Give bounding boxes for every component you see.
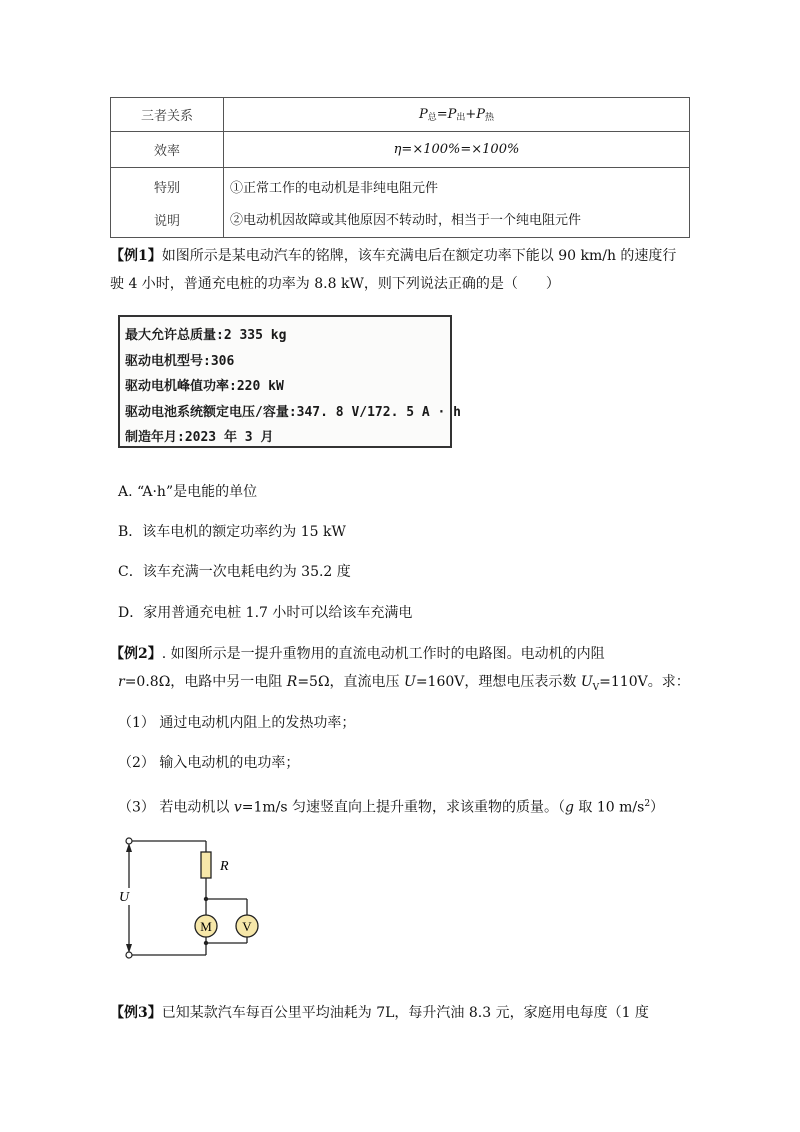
option-a: A. “A·h”是电能的单位 (118, 484, 258, 500)
row-label: 效率 (111, 132, 224, 168)
option-b: B．该车电机的额定功率约为 15 kW (118, 524, 346, 540)
example1-tag: 【例1】 (110, 248, 162, 264)
table-row (111, 98, 690, 132)
voltmeter-label: V (242, 919, 252, 934)
option-c: C．该车充满一次电耗电约为 35.2 度 (118, 564, 351, 580)
junction-dot (204, 897, 208, 901)
efficiency-formula: η=×100%=×100% (224, 132, 690, 168)
row-label: 特别 说明 (111, 168, 224, 238)
question-2: （2） 输入电动机的电功率； (118, 755, 300, 771)
resistor (201, 852, 211, 878)
power-relation-formula: $P_总=P_出+P_热$ (224, 98, 690, 132)
example2-line1: 【例2】. 如图所示是一提升重物用的直流电动机工作时的电路图。电动机的内阻 (110, 646, 605, 662)
example1-line1: 【例1】如图所示是某电动汽车的铭牌，该车充满电后在额定功率下能以 90 km/h 的速度行 (110, 248, 677, 264)
nameplate-line: 驱动电机峰值功率:220 kW (125, 379, 284, 394)
formula-table (110, 97, 690, 238)
table-row (111, 168, 690, 238)
example1-line2: 驶 4 小时，普通充电桩的功率为 8.8 kW，则下列说法正确的是（ ） (110, 276, 560, 292)
question-1: （1） 通过电动机内阻上的发热功率； (118, 715, 356, 731)
motor-label: M (200, 919, 212, 934)
option-d: D．家用普通充电桩 1.7 小时可以给该车充满电 (118, 605, 413, 621)
row-label: 三者关系 (111, 98, 224, 132)
question-3: （3） 若电动机以 v=1m/s 匀速竖直向上提升重物，求该重物的质量。（g 取 10 $m/s^2$） (118, 799, 665, 816)
motor-circuit-diagram (115, 830, 275, 965)
junction-dot (204, 941, 208, 945)
example2-line2: r=0.8Ω，电路中另一电阻 R=5Ω，直流电压 U=160V，理想电压表示数 $U_V=110V$。求： (118, 674, 690, 693)
example3-line1: 【例3】已知某款汽车每百公里平均油耗为 7L，每升汽油 8.3 元，家庭用电每度（1 度 (110, 1005, 649, 1021)
special-notes: ①正常工作的电动机是非纯电阻元件 ②电动机因故障或其他原因不转动时，相当于一个纯电阻元件 (224, 168, 690, 238)
voltage-label: U (119, 890, 130, 905)
example2-tag: 【例2】 (110, 646, 162, 662)
nameplate-line: 最大允许总质量:2 335 kg (125, 328, 287, 343)
nameplate-line: 驱动电机型号:306 (125, 354, 235, 369)
terminal-bottom (126, 952, 132, 958)
resistor-label: R (220, 859, 229, 874)
example3-tag: 【例3】 (110, 1005, 162, 1021)
terminal-top (126, 838, 132, 844)
table-row (111, 132, 690, 168)
nameplate-line: 制造年月:2023 年 3 月 (125, 430, 274, 445)
vehicle-nameplate-image (118, 315, 462, 448)
nameplate-line: 驱动电池系统额定电压/容量:347. 8 V/172. 5 A · h (125, 405, 462, 420)
